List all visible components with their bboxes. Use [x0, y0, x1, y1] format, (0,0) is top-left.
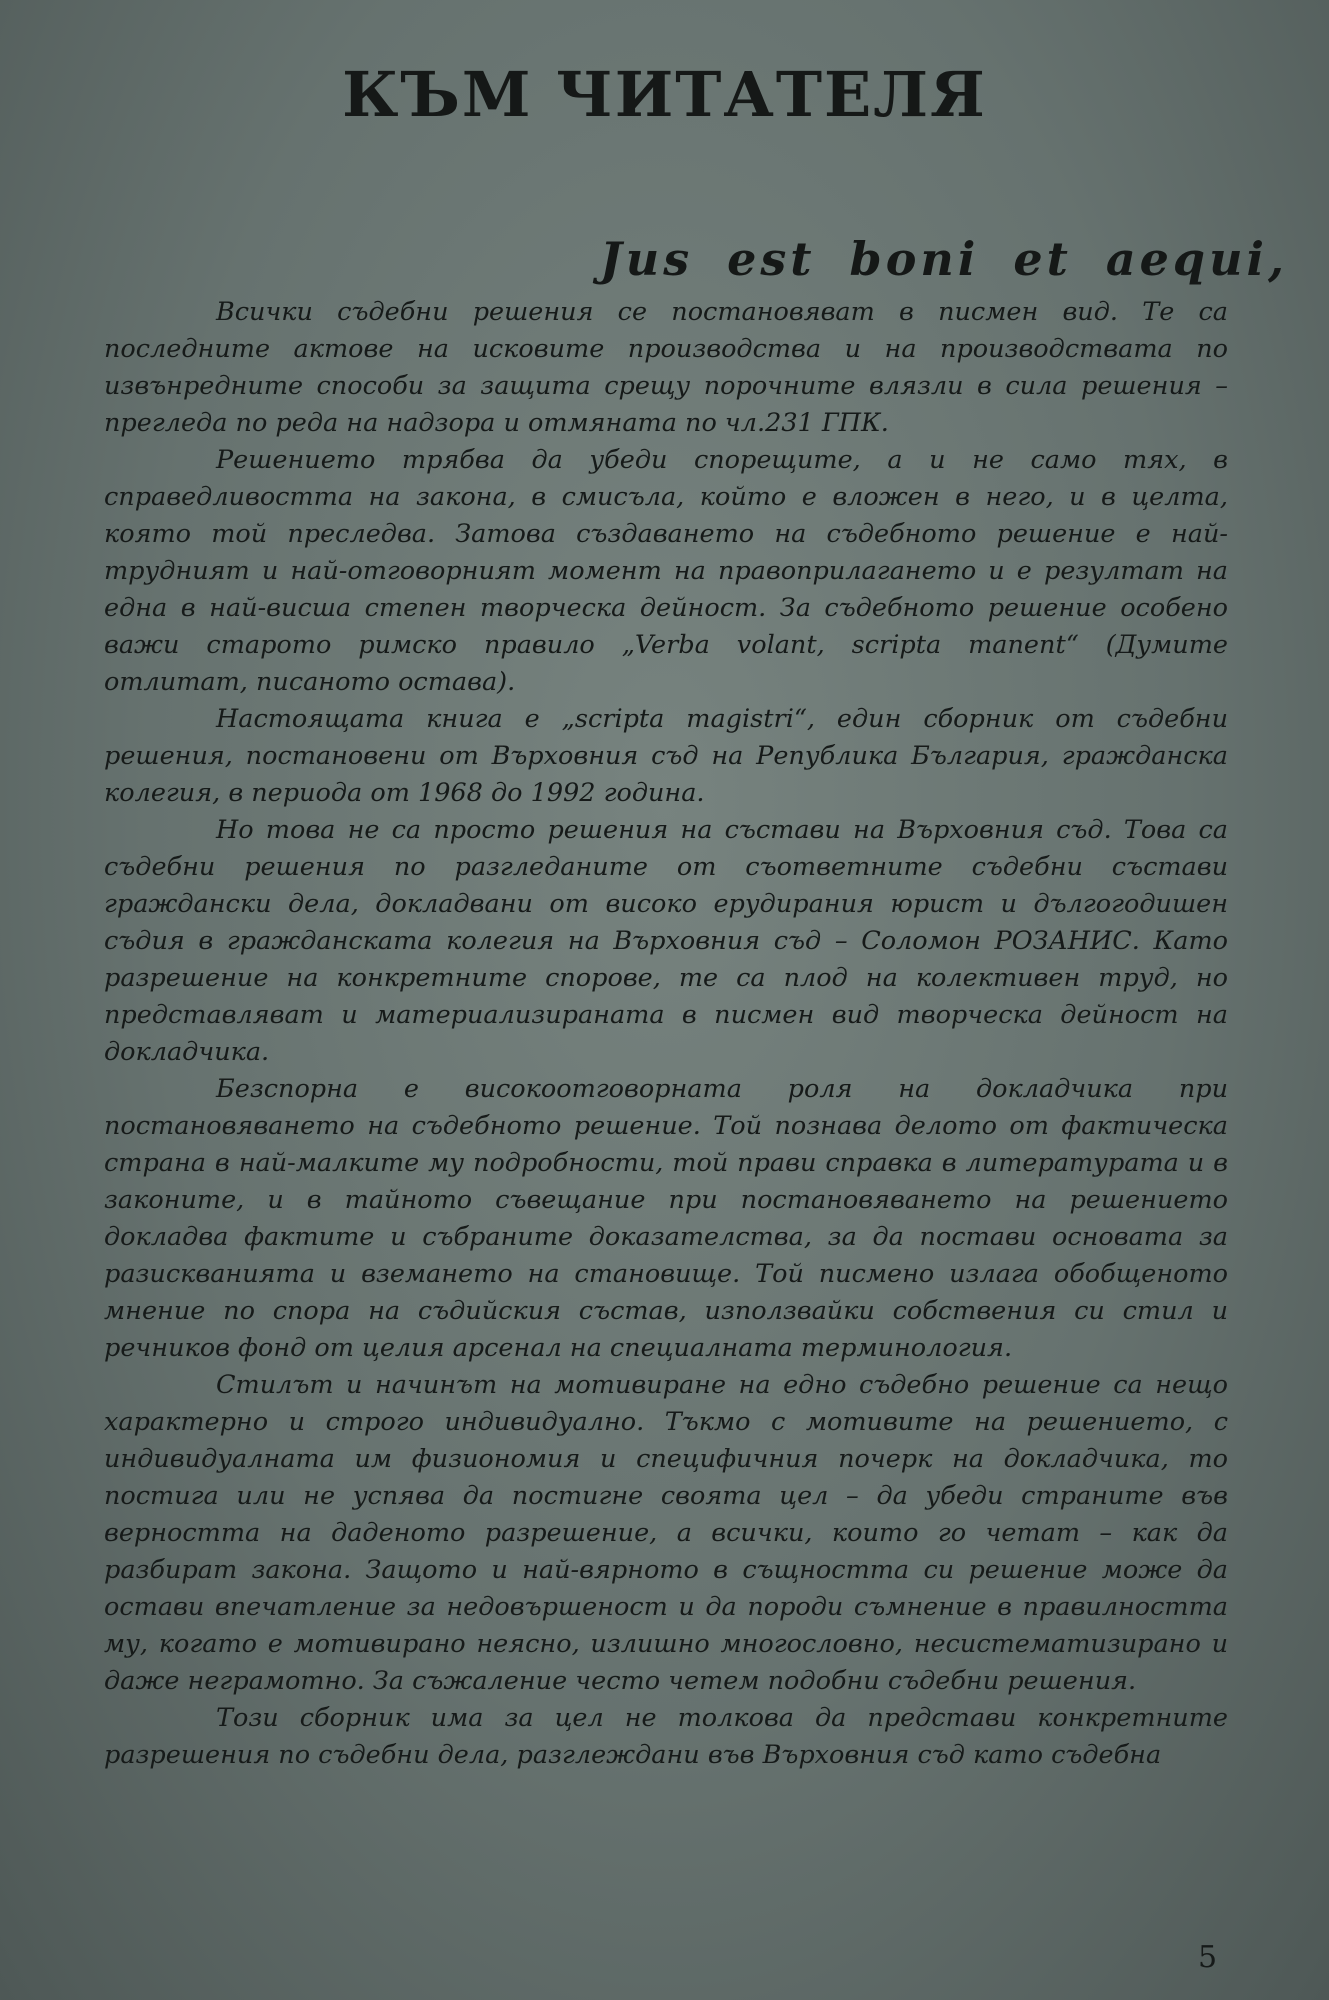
epigraph: Jus est boni et aequi, — [600, 232, 1289, 286]
paragraph: Настоящата книга е „scripta magistri“, един сборник от съдебни решения, постановени от Върховния съд на Република България, гражданска колегия, в периода от 1968 до 1992 година. — [104, 704, 1228, 808]
paragraph: Безспорна е високоотговорната роля на докладчика при постановяването на съдебното решение. Той познава делото от фактическа страна в най-малките му подробности, той прави справка в литературата и в законите, и в тайното съвещание при постановяването на решението докладва фактите и събраните доказателства, за да постави основата за разискванията и вземането на становище. Той писмено излага обобщеното мнение по спора на съдийския състав, използвайки собствения си стил и речников фонд от целия арсенал на специалната терминология. — [104, 1074, 1228, 1363]
paragraph: Решението трябва да убеди спорещите, а и не само тях, в справедливостта на закона, в смисъла, който е вложен в него, и в целта, която той преследва. Затова създаването на съдебното решение е най-трудният и най-отговорният момент на правоприлагането и е резултат на една в най-висша степен творческа дейност. За съдебното решение особено важи старото римско правило „Verba volant, scripta manent“ (Думите отлитат, писаното остава). — [104, 445, 1228, 697]
paragraph: Всички съдебни решения се постановяват в писмен вид. Те са последните актове на исковите производства и на производствата по извънредните способи за защита срещу порочните влязли в сила решения – прегледа по реда на надзора и отмяната по чл.231 ГПК. — [104, 297, 1228, 438]
paragraph: Този сборник има за цел не толкова да представи конкретните разрешения по съдебни дела, разглеждани във Върховния съд като съдебна — [104, 1703, 1228, 1770]
page-number: 5 — [1198, 1940, 1218, 1975]
paragraph: Но това не са просто решения на състави на Върховния съд. Това са съдебни решения по разгледаните от съответните съдебни състави граждански дела, докладвани от високо ерудирания юрист и дългогодишен съдия в гражданската колегия на Върховния съд – Соломон РОЗАНИС. Като разрешение на конкретните спорове, те са плод на колективен труд, но представляват и материализираната в писмен вид творческа дейност на докладчика. — [104, 815, 1228, 1067]
page-title: КЪМ ЧИТАТЕЛЯ — [342, 58, 987, 131]
body-text — [104, 294, 1228, 1774]
paragraph: Стилът и начинът на мотивиране на едно съдебно решение са нещо характерно и строго индивидуално. Тъкмо с мотивите на решението, с индивидуалната им физиономия и специфичния почерк на докладчика, то постига или не успява да постигне своята цел – да убеди страните във верността на даденото разрешение, а всички, които го четат – как да разбират закона. Защото и най-вярното в същността си решение може да остави впечатление за недовършеност и да породи съмнение в правилността му, когато е мотивирано неясно, излишно многословно, несистематизирано и даже неграмотно. За съжаление често четем подобни съдебни решения. — [104, 1370, 1228, 1696]
